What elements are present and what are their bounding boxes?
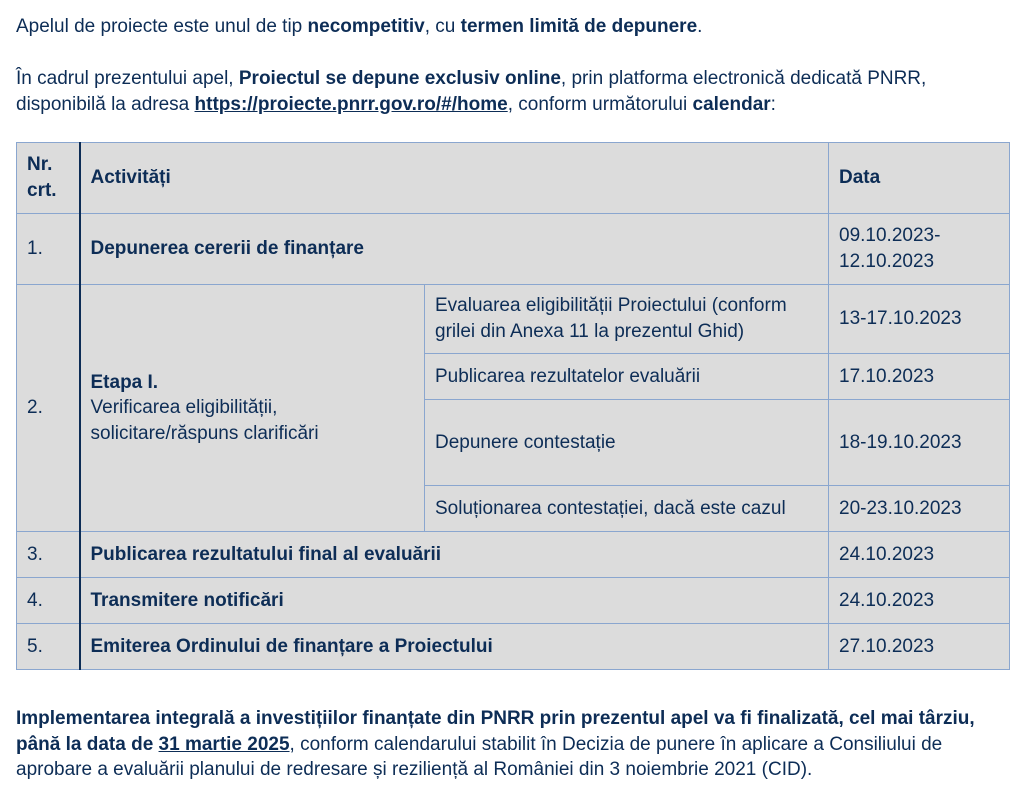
sub-activity: Publicarea rezultatelor evaluării: [425, 354, 829, 400]
intro-paragraph-2: [16, 66, 1000, 117]
row-nr: 2.: [17, 285, 80, 532]
row-date: 09.10.2023-12.10.2023: [829, 214, 1010, 285]
sub-activity: Depunere contestație: [425, 400, 829, 486]
bold-text: termen limită de depunere: [460, 16, 698, 37]
row-date: 13-17.10.2023: [829, 285, 1010, 354]
row-nr: 1.: [17, 214, 80, 285]
stage-description: Verificarea eligibilității, solicitare/răspuns clarificări: [90, 397, 319, 444]
text: În cadrul prezentului apel,: [16, 68, 239, 89]
row-nr: 5.: [17, 624, 80, 670]
row-activity-stage: [80, 285, 425, 532]
table-header-row: [17, 143, 1010, 214]
row-activity: Emiterea Ordinului de finanțare a Proiectului: [80, 624, 829, 670]
table-row: [17, 624, 1010, 670]
row-date: 24.10.2023: [829, 532, 1010, 578]
bold-text: necompetitiv: [307, 16, 425, 37]
row-date: 24.10.2023: [829, 578, 1010, 624]
outro-paragraph: [16, 706, 1000, 783]
row-date: 18-19.10.2023: [829, 400, 1010, 486]
header-activity: Activități: [80, 143, 829, 214]
text: , prin platforma electronică dedicată PNRR, disponibilă la adresa: [16, 68, 927, 115]
row-date: 20-23.10.2023: [829, 486, 1010, 532]
text: , cu: [424, 16, 461, 37]
header-nr: Nr. crt.: [17, 143, 80, 214]
text: :: [770, 93, 776, 115]
table-row: [17, 214, 1010, 285]
stage-title: Etapa I.: [90, 371, 159, 393]
sub-activity: Evaluarea eligibilității Proiectului (conform grilei din Anexa 11 la prezentul Ghid): [425, 285, 829, 354]
row-activity: Depunerea cererii de finanțare: [80, 214, 829, 285]
table-row: [17, 532, 1010, 578]
row-activity: Transmitere notificări: [80, 578, 829, 624]
text: Apelul de proiecte este unul de tip: [16, 16, 308, 37]
row-nr: 4.: [17, 578, 80, 624]
row-date: 27.10.2023: [829, 624, 1010, 670]
platform-link[interactable]: https://proiecte.pnrr.gov.ro/#/home: [194, 93, 508, 115]
deadline-date: 31 martie 2025: [158, 733, 290, 755]
header-date: Data: [829, 143, 1010, 214]
calendar-table: [16, 142, 1010, 670]
row-nr: 3.: [17, 532, 80, 578]
table-row: [17, 578, 1010, 624]
row-date: 17.10.2023: [829, 354, 1010, 400]
bold-text: Implementarea integrală a investițiilor finanțate din PNRR prin prezentul apel va fi finalizată, cel mai târziu, până la data de: [16, 708, 975, 755]
text: .: [697, 16, 703, 37]
sub-activity: Soluționarea contestației, dacă este cazul: [425, 486, 829, 532]
bold-text: Proiectul se depune exclusiv online: [238, 68, 561, 89]
text: , conform calendarului stabilit în Decizia de punere în aplicare a Consiliului de aprobare a evaluării planului de redresare și reziliență al României din 3 noiembrie 2021 (CID).: [16, 733, 943, 781]
row-activity: Publicarea rezultatului final al evaluării: [80, 532, 829, 578]
text: , conform următorului: [507, 93, 693, 115]
intro-paragraph-1: [16, 14, 1000, 40]
bold-text: calendar: [692, 93, 771, 115]
table-row: [17, 285, 1010, 354]
